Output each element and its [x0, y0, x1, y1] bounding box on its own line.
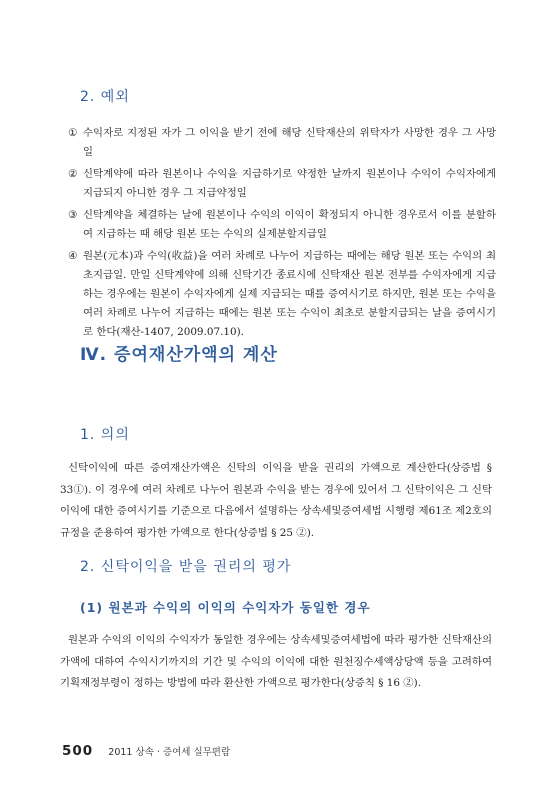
list-item — [68, 206, 496, 244]
item-text: 원본(元本)과 수익(收益)을 여러 차례로 나누어 지급하는 때에는 해당 원본 또는 수익의 최초지급일. 만일 신탁계약에 의해 신탁기간 종료시에 신탁재산 원본 전부를 수익자에게 지급하는 경우에는 원본이 수익자에게 실제 지급되는 때를 증여시기로 하지만, 원본 또는 수익을 여러 차례로 나누어 지급하는 때에는 원본 또는 수익이 최초로 분할지급되는 날을 증여시기로 한다(재산-1407, 2009.07.10). — [83, 250, 496, 338]
meaning-paragraph: 신탁이익에 따른 증여재산가액은 신탁의 이익을 받을 권리의 가액으로 계산한다(상증법 § 33①). 이 경우에 여러 차례로 나누어 원본과 수익을 받는 경우에 있어서 그 신탁이익은 그 신탁이익에 대한 증여시기를 기준으로 다음에서 설명하는 상속세및증여세법 시행령 제61조 제2호의 규정을 준용하여 평가한 가액으로 한다(상증법 § 25 ②). — [60, 462, 492, 539]
subsection-heading: (1) 원본과 수익의 이익의 수익자가 동일한 경우 — [80, 600, 371, 615]
item-text: 신탁계약에 따라 원본이나 수익을 지급하기로 약정한 날까지 원본이나 수익이 수익자에게 지급되지 아니한 경우 그 지급약정일 — [83, 168, 496, 199]
section-exception-heading: 2. 예외 — [80, 89, 130, 105]
exception-list — [68, 124, 496, 345]
valuation-paragraph: 원본과 수익의 이익의 수익자가 동일한 경우에는 상속세및증여세법에 따라 평가한 신탁재산의 가액에 대하여 수익시기까지의 기간 및 수익의 이익에 대한 원천징수세액상당액 등을 고려하여 기획재정부령이 정하는 방법에 따라 환산한 가액으로 평가한다(상증칙 § 16 ②). — [60, 634, 492, 689]
item-number: ③ — [68, 209, 78, 221]
list-item — [68, 165, 496, 203]
item-number: ④ — [68, 250, 78, 262]
list-item — [68, 124, 496, 162]
section-valuation-heading: 2. 신탁이익을 받을 권리의 평가 — [80, 559, 292, 575]
section-meaning-heading: 1. 의의 — [80, 427, 130, 443]
item-number: ① — [68, 127, 78, 139]
item-text: 신탁계약을 체결하는 날에 원본이나 수익의 이익이 확정되지 아니한 경우로서 이를 분할하여 지급하는 때 해당 원본 또는 수익의 실제분할지급일 — [83, 209, 496, 240]
chapter-heading: Ⅳ. 증여재산가액의 계산 — [80, 345, 278, 365]
item-number: ② — [68, 168, 78, 180]
book-title: 2011 상속 · 증여세 실무편람 — [108, 747, 231, 758]
list-item — [68, 247, 496, 342]
page-number: 500 — [62, 743, 94, 759]
item-text: 수익자로 지정된 자가 그 이익을 받기 전에 해당 신탁재산의 위탁자가 사망한 경우 그 사망일 — [83, 127, 496, 158]
page-footer — [62, 740, 230, 759]
